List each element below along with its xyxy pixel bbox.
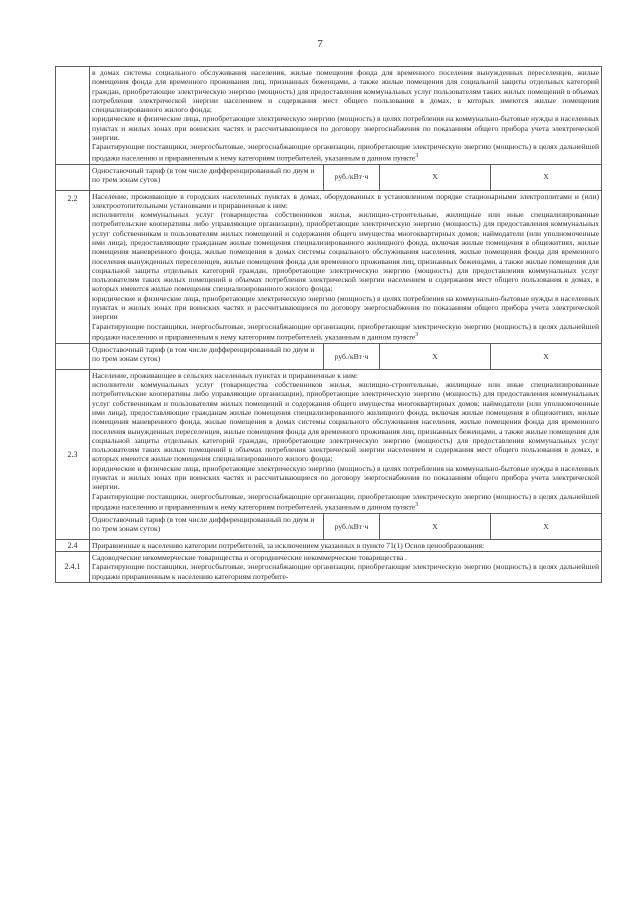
category-description bbox=[90, 552, 602, 583]
row-number: 2.4.1 bbox=[56, 552, 90, 583]
category-description bbox=[90, 67, 602, 165]
tariff-label: Одноставочный тариф (в том числе дифференцированный по двум и по трем зонам суток) bbox=[90, 513, 324, 539]
paragraph: Гарантирующие поставщики, энергосбытовые, энергоснабжающие организации, приобретающие электрическую энергию (мощность) в целях дальнейшей продажи населению и приравненным к нему категориям потребителей, указанным в данном пункте$^3$ bbox=[92, 142, 600, 163]
row-number: 2.2 bbox=[56, 190, 90, 343]
paragraph: Население, проживающее в городских населенных пунктах в домах, оборудованных в установленном порядке стационарными электроплитами и (или) электроотопительными установками и приравненные к ним: bbox=[92, 191, 600, 210]
tariff-row bbox=[56, 164, 602, 190]
tariff-row bbox=[56, 343, 602, 369]
paragraph: Гарантирующие поставщики, энергосбытовые, энергоснабжающие организации, приобретающие электрическую энергию (мощность) в целях дальнейшей продажи приравненным к населению категориям потребите- bbox=[92, 562, 600, 581]
paragraph: исполнители коммунальных услуг (товарищества собственников жилья, жилищно-строительные, жилищные или иные специализированные потребительские кооперативы либо управляющие организации), приобретающие электрическую энергию (мощность) для предоставления коммунальных услуг собственникам и пользователям жилых помещений и содержания общего имущества многоквартирных домов; наймодатели (или уполномоченные ими лица), предоставляющие гражданам жилые помещения специализированного жилищного фонда, включая жилые помещения в общежитиях, жилые помещения маневренного фонда, жилые помещения в домах системы социального обслуживания населения, жилые помещения фонда для временного поселения вынужденных переселенцев, жилые помещения фонда для временного проживания лиц, признанных беженцами, а также жилые помещения для социальной защиты отдельных категорий граждан, приобретающие электрическую энергию (мощность) для предоставления коммунальных услуг пользователям таких жилых помещений в объемах потребления электрической энергии населением и содержания мест общего пользования в домах, в которых имеются жилые помещения специализированного жилого фонда; bbox=[92, 210, 600, 294]
paragraph: Население, проживающее в сельских населенных пунктах и приравненные к ним: bbox=[92, 370, 358, 380]
tariff-label: Одноставочный тариф (в том числе дифференцированный по двум и по трем зонам суток) bbox=[90, 343, 324, 369]
value-cell-1: X bbox=[380, 164, 491, 190]
value-cell-1: X bbox=[380, 343, 491, 369]
tariff-table bbox=[55, 66, 602, 583]
row-number-cell bbox=[56, 164, 90, 190]
paragraph: юридические и физические лица, приобретающие электрическую энергию (мощность) в целях потребления на коммунально-бытовые нужды в населенных пунктах и жилых зонах при воинских частях и рассчитывающиеся по договору энергоснабжения по показаниям общего прибора учета электрической энергии. bbox=[92, 114, 600, 143]
unit-cell: руб./кВт·ч bbox=[324, 164, 380, 190]
paragraph: исполнители коммунальных услуг (товарищества собственников жилья, жилищно-строительные, жилищные или иные специализированные потребительские кооперативы либо управляющие организации), приобретающие электрическую энергию (мощность) для предоставления коммунальных услуг собственникам и пользователям жилых помещений и содержания общего имущества многоквартирных домов; наймодатели (или уполномоченные ими лица), предоставляющие гражданам жилые помещения специализированного жилищного фонда, включая жилые помещения в общежитиях, жилые помещения маневренного фонда, жилые помещения в домах системы социального обслуживания населения, жилые помещения фонда для временного поселения вынужденных переселенцев, жилые помещения фонда для временного проживания лиц, признанных беженцами, а также жилые помещения для социальной защиты отдельных категорий граждан, приобретающие электрическую энергию (мощность) для предоставления коммунальных услуг пользователям таких жилых помещений в объемах потребления электрической энергии населением и содержания мест общего пользования в домах, в которых имеются жилые помещения специализированного жилого фонда; bbox=[92, 380, 600, 464]
category-description: Приравненные к населению категории потребителей, за исключением указанных в пункте 71(1) Основ ценообразования: bbox=[90, 539, 602, 551]
value-cell-2: X bbox=[491, 164, 602, 190]
paragraph: в домах системы социального обслуживания населения, жилые помещения фонда для временного поселения вынужденных переселенцев, жилые помещения фонда для временного проживания лиц, признанных беженцами, а также жилые помещения для социальной защиты отдельных категорий граждан, приобретающие электрическую энергию (мощность) для предоставления коммунальных услуг пользователям таких жилых помещений в объемах потребления электрической энергии населением и содержания мест общего пользования в домах, в которых имеются жилые помещения специализированного жилого фонда; bbox=[92, 68, 600, 115]
unit-cell: руб./кВт·ч bbox=[324, 513, 380, 539]
category-description bbox=[90, 369, 602, 513]
row-number: 2.4 bbox=[56, 539, 90, 551]
page-number: 7 bbox=[317, 38, 323, 50]
paragraph: юридические и физические лица, приобретающие электрическую энергию (мощность) в целях потребления на коммунально-бытовые нужды в населенных пунктах и жилых зонах при воинских частях и рассчитывающиеся по договору энергоснабжения по показаниям общего прибора учета электрической энергии. bbox=[92, 463, 600, 492]
table-row-continuation bbox=[56, 67, 602, 165]
tariff-row bbox=[56, 513, 602, 539]
table-row-2-2 bbox=[56, 190, 602, 343]
category-description bbox=[90, 190, 602, 343]
unit-cell: руб./кВт·ч bbox=[324, 343, 380, 369]
row-number-cell bbox=[56, 67, 90, 165]
row-number-cell bbox=[56, 343, 90, 369]
table-row-2-3 bbox=[56, 369, 602, 513]
table-row-2-4-1 bbox=[56, 552, 602, 583]
value-cell-2: X bbox=[491, 343, 602, 369]
table-row-2-4 bbox=[56, 539, 602, 551]
paragraph: юридические и физические лица, приобретающие электрическую энергию (мощность) в целях потребления на коммунально-бытовые нужды в населенных пунктах и жилых зонах при воинских частях и рассчитывающиеся по договору энергоснабжения по показаниям общего прибора учета электрической энергии bbox=[92, 293, 600, 322]
paragraph: Гарантирующие поставщики, энергосбытовые, энергоснабжающие организации, приобретающие электрическую энергию (мощность) в целях дальнейшей продажи населению и приравненным к нему категориям потребителей, указанным в данном пункте$^3$ bbox=[92, 491, 600, 512]
value-cell-1: X bbox=[380, 513, 491, 539]
paragraph: Гарантирующие поставщики, энергосбытовые, энергоснабжающие организации, приобретающие электрическую энергию (мощность) в целях дальнейшей продажи населению и приравненным к нему категориям потребителей, указанным в данном пункте$^3$ bbox=[92, 321, 600, 342]
tariff-label: Одноставочный тариф (в том числе дифференцированный по двум и по трем зонам суток) bbox=[90, 164, 324, 190]
row-number: 2.3 bbox=[56, 369, 90, 539]
paragraph: Садоводческие некоммерческие товарищества и огороднические некоммерческие товарищества . bbox=[92, 553, 408, 563]
value-cell-2: X bbox=[491, 513, 602, 539]
